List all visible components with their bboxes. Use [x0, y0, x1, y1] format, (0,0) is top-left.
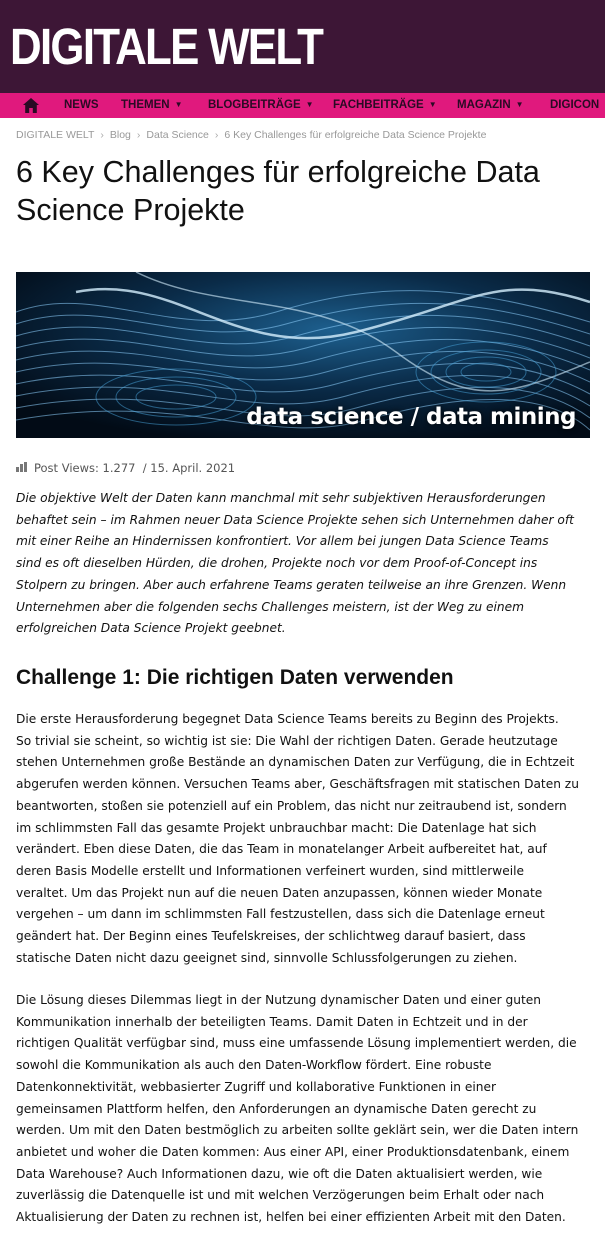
post-views: Post Views: 1.277	[34, 461, 136, 475]
paragraph-line: So trivial sie scheint, so wichtig ist sie: Die Wahl der richtigen Daten. Gerade heutzutage	[16, 733, 558, 748]
intro-line: sind es oft dieselben Hürden, die drohen, Projekte noch vor dem Proof-of-Concept ins	[16, 556, 538, 571]
paragraph-line: verändert. Eben diese Daten, die das Team in monatelanger Arbeit aufbereitet hat, auf	[16, 842, 547, 857]
paragraph-line: anbietet und woher die Daten kommen: Aus einer API, einer Produktionsdatenbank, einem	[16, 1144, 570, 1159]
post-date: / 15. April. 2021	[142, 461, 236, 475]
nav-item-label: THEMEN	[121, 99, 170, 111]
nav-item-label: MAGAZIN	[457, 99, 511, 111]
breadcrumb-current: 6 Key Challenges für erfolgreiche Data Science Projekte	[224, 129, 487, 141]
site-header	[0, 0, 605, 93]
section-heading: Challenge 1: Die richtigen Daten verwenden	[16, 666, 454, 689]
paragraph-line: Aktualisierung der Daten zu rechnen ist, helfen bei einer effizienten Arbeit mit den Daten.	[16, 1210, 566, 1225]
breadcrumb-separator: ›	[214, 129, 219, 141]
breadcrumb-separator: ›	[136, 129, 141, 141]
paragraph-line: Die erste Herausforderung begegnet Data Science Teams bereits zu Beginn des Projekts.	[16, 712, 559, 726]
paragraph-line: vergehen – um dann im schlimmsten Fall festzustellen, dass sich die Datenlage erneut	[16, 907, 545, 922]
intro-line: erfolgreichen Data Science Projekt geebnet.	[16, 621, 286, 636]
post-meta	[16, 461, 235, 475]
nav-item-label: DIGICON	[550, 99, 600, 111]
breadcrumb-blog[interactable]: Blog	[109, 129, 131, 141]
breadcrumb-home[interactable]: DIGITALE WELT	[16, 129, 95, 141]
nav-item-label: NEWS	[64, 99, 99, 111]
paragraph-line: stehen Unternehmen große Bestände an dynamischen Daten zur Verfügung, die in Echtzeit	[16, 755, 575, 770]
paragraph-line: sowohl die Kommunikation als auch den Daten-Workflow fördert. Eine robuste	[16, 1058, 492, 1073]
intro-line: Unternehmen aber die folgenden sechs Challenges meistern, ist der Weg zu einem	[16, 599, 525, 614]
chevron-down-icon: ▼	[174, 100, 183, 109]
breadcrumb-data-science[interactable]: Data Science	[146, 129, 209, 141]
article-intro	[16, 488, 596, 640]
hero-caption: data science / data mining	[246, 404, 576, 430]
paragraph-line: statische Daten nicht dazu geeignet sind, sinnvolle Schlussfolgerungen zu ziehen.	[16, 950, 518, 965]
chevron-down-icon: ▼	[515, 100, 524, 109]
bar-chart-icon	[16, 462, 30, 472]
nav-item-magazin[interactable]	[457, 93, 524, 118]
article-paragraph	[16, 709, 600, 969]
paragraph-line: abgerufen werden können. Versuchen Teams aber, Geschäftsfragen mit statischen Daten zu	[16, 777, 579, 792]
page-title	[16, 153, 596, 229]
paragraph-line: gemeinsamen Plattform helfen, den Anforderungen an dynamische Daten gerecht zu	[16, 1101, 537, 1116]
main-navigation	[0, 93, 605, 118]
nav-item-news[interactable]	[64, 93, 99, 118]
paragraph-line: geändert hat. Der Beginn eines Teufelskreises, der schlichtweg darauf basiert, dass	[16, 929, 526, 944]
intro-line: behaftet sein – im Rahmen neuer Data Science Projekte sehen sich Unternehmen daher oft	[16, 512, 574, 527]
nav-item-digicon[interactable]	[550, 93, 599, 118]
paragraph-line: richtigen Qualität verfügbar sind, muss eine umfassende Lösung implementiert werden, die	[16, 1036, 577, 1051]
paragraph-line: Kommunikation innerhalb der beteiligten Teams. Damit Daten in Echtzeit und in der	[16, 1014, 528, 1029]
home-icon[interactable]	[22, 97, 40, 114]
paragraph-line: Datenkonnektivität, webbasierter Zugriff und kollaborative Funktionen in einer	[16, 1079, 496, 1094]
paragraph-line: deren Basis Modelle erstellt und Informationen verfeinert wurden, sind mittlerweile	[16, 863, 524, 878]
nav-item-label: BLOGBEITRÄGE	[208, 99, 301, 111]
paragraph-line: im schlimmsten Fall das gesamte Projekt unbrauchbar macht: Die Datenlage hat sich	[16, 820, 537, 835]
nav-item-label: FACHBEITRÄGE	[333, 99, 424, 111]
intro-line: Stolpern zu bringen. Aber auch erfahrene Teams geraten teilweise an ihre Grenzen. Wenn	[16, 577, 567, 592]
nav-item-fachbeitraege[interactable]	[333, 93, 437, 118]
breadcrumb	[16, 129, 486, 141]
nav-item-themen[interactable]	[121, 93, 182, 118]
article-paragraph	[16, 990, 600, 1229]
title-line: 6 Key Challenges für erfolgreiche Data	[16, 155, 540, 189]
title-line: Science Projekte	[16, 193, 245, 227]
paragraph-line: beantworten, stoßen sie potenziell auf ein Problem, das nicht nur zeitraubend ist, sondern	[16, 798, 567, 813]
breadcrumb-separator: ›	[100, 129, 104, 141]
nav-item-blogbeitraege[interactable]	[208, 93, 314, 118]
paragraph-line: zuverlässig die Datenquelle ist und mit welchen Verzögerungen beim Erhalt oder nach	[16, 1188, 545, 1203]
intro-line: mit einer Reihe an Hindernissen konfrontiert. Vor allem bei jungen Data Science Teams	[16, 534, 549, 549]
intro-line: Die objektive Welt der Daten kann manchmal mit sehr subjektiven Herausforderungen	[16, 491, 546, 505]
site-logo[interactable]: DIGITALE WELT	[10, 18, 323, 75]
hero-image	[16, 272, 590, 438]
chevron-down-icon: ▼	[305, 100, 314, 109]
paragraph-line: Data Warehouse? Auch Informationen dazu, wie oft die Daten aktualisiert werden, wie	[16, 1166, 543, 1181]
chevron-down-icon: ▼	[428, 100, 437, 109]
paragraph-line: veraltet. Um das Projekt nun auf die neuen Daten anzupassen, können wieder Monate	[16, 885, 543, 900]
paragraph-line: Die Lösung dieses Dilemmas liegt in der Nutzung dynamischer Daten und einer guten	[16, 993, 542, 1007]
paragraph-line: werden. Um mit den Daten bestmöglich zu arbeiten sollte geklärt sein, wer die Daten intern	[16, 1123, 579, 1138]
